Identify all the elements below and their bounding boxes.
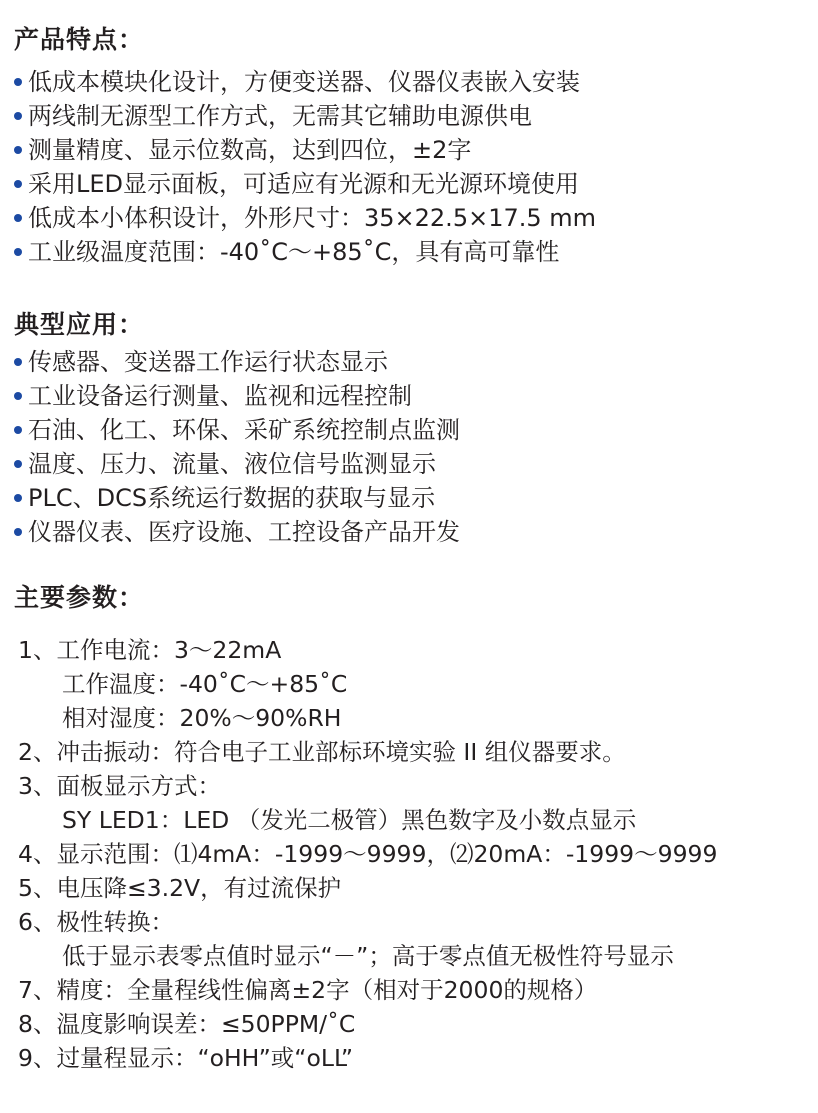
features-heading: 产品特点： xyxy=(14,25,145,54)
parameters-heading: 主要参数： xyxy=(14,583,145,612)
list-item: 采用LED显示面板，可适应有光源和无光源环境使用 xyxy=(14,167,596,201)
bullet-icon xyxy=(14,358,22,366)
list-item: 工业设备运行测量、监视和远程控制 xyxy=(14,379,460,413)
applications-heading: 典型应用： xyxy=(14,310,145,339)
parameters-list xyxy=(18,633,717,1075)
param-line: 5、电压降≤3.2V，有过流保护 xyxy=(18,874,342,902)
bullet-icon xyxy=(14,494,22,502)
list-item: 工业级温度范围：-40˚C～+85˚C，具有高可靠性 xyxy=(14,235,596,269)
list-item: 低成本小体积设计，外形尺寸：35×22.5×17.5 mm xyxy=(14,201,596,235)
param-line: SY LED1：LED （发光二极管）黑色数字及小数点显示 xyxy=(62,806,637,834)
list-item: 仪器仪表、医疗设施、工控设备产品开发 xyxy=(14,515,460,549)
list-item: 两线制无源型工作方式，无需其它辅助电源供电 xyxy=(14,99,596,133)
list-item: 传感器、变送器工作运行状态显示 xyxy=(14,345,460,379)
param-line: 相对湿度：20%～90%RH xyxy=(62,704,342,732)
bullet-icon xyxy=(14,146,22,154)
list-item: 低成本模块化设计，方便变送器、仪器仪表嵌入安装 xyxy=(14,65,596,99)
features-list xyxy=(14,65,596,269)
param-line: 3、面板显示方式： xyxy=(18,772,221,800)
param-line: 8、温度影响误差：≤50PPM/˚C xyxy=(18,1010,356,1038)
bullet-icon xyxy=(14,78,22,86)
applications-list xyxy=(14,345,460,549)
param-line: 4、显示范围：⑴4mA：-1999～9999，⑵20mA：-1999～9999 xyxy=(18,840,718,868)
bullet-icon xyxy=(14,214,22,222)
param-line: 1、工作电流：3～22mA xyxy=(18,636,282,664)
list-item: 测量精度、显示位数高，达到四位，±2字 xyxy=(14,133,596,167)
list-item: 石油、化工、环保、采矿系统控制点监测 xyxy=(14,413,460,447)
param-line: 工作温度：-40˚C～+85˚C xyxy=(62,670,348,698)
param-line: 9、过量程显示：“oHH”或“oLL” xyxy=(18,1044,354,1072)
bullet-icon xyxy=(14,528,22,536)
bullet-icon xyxy=(14,112,22,120)
param-line: 低于显示表零点值时显示“－”；高于零点值无极性符号显示 xyxy=(62,942,674,970)
list-item: PLC、DCS系统运行数据的获取与显示 xyxy=(14,481,460,515)
bullet-icon xyxy=(14,180,22,188)
bullet-icon xyxy=(14,460,22,468)
list-item: 温度、压力、流量、液位信号监测显示 xyxy=(14,447,460,481)
bullet-icon xyxy=(14,426,22,434)
bullet-icon xyxy=(14,392,22,400)
param-line: 6、极性转换： xyxy=(18,908,174,936)
bullet-icon xyxy=(14,248,22,256)
param-line: 7、精度：全量程线性偏离±2字（相对于2000的规格） xyxy=(18,976,598,1004)
param-line: 2、冲击振动：符合电子工业部标环境实验 II 组仪器要求。 xyxy=(18,738,626,766)
